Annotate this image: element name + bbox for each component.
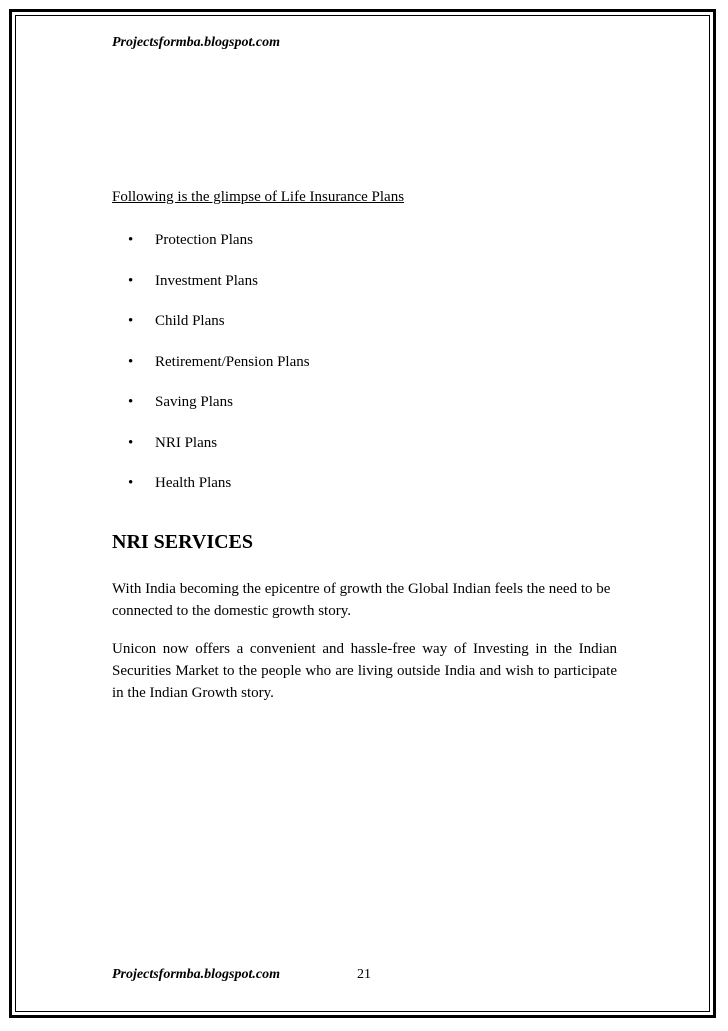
plan-label: Child Plans: [155, 313, 225, 329]
bullet-icon: •: [128, 394, 134, 410]
plan-label: Saving Plans: [155, 394, 233, 410]
page-border-inner: [15, 15, 710, 1012]
bullet-icon: •: [128, 232, 134, 248]
page-number: 21: [357, 967, 371, 982]
plan-label: Retirement/Pension Plans: [155, 353, 310, 370]
bullet-icon: •: [128, 353, 134, 370]
list-item: [128, 393, 310, 434]
list-item: [128, 312, 310, 353]
bullet-icon: •: [128, 272, 134, 289]
plan-list: [128, 231, 310, 515]
section-heading: NRI SERVICES: [112, 531, 254, 553]
page-footer: Projectsformba.blogspot.com: [112, 967, 280, 982]
bullet-icon: •: [128, 475, 134, 491]
intro-text: Following is the glimpse of Life Insurance Plans: [112, 189, 405, 205]
plan-label: NRI Plans: [155, 434, 218, 451]
list-item: [128, 272, 310, 313]
paragraph: With India becoming the epicentre of growth the Global Indian feels the need to be connected to the domestic growth story.: [112, 581, 611, 619]
paragraph: Unicon now offers a convenient and hassle-free way of Investing in the Indian Securities Market to the people who are living outside India and wish to participate in the Indian Growth story.: [112, 641, 617, 701]
bullet-icon: •: [128, 313, 134, 329]
plan-label: Investment Plans: [155, 272, 258, 289]
plan-label: Health Plans: [155, 475, 232, 491]
list-item: [128, 353, 310, 394]
list-item: [128, 434, 310, 475]
bullet-icon: •: [128, 434, 134, 451]
page-header: Projectsformba.blogspot.com: [112, 35, 280, 50]
list-item: [128, 474, 310, 515]
list-item: [128, 231, 310, 272]
plan-label: Protection Plans: [155, 232, 253, 248]
